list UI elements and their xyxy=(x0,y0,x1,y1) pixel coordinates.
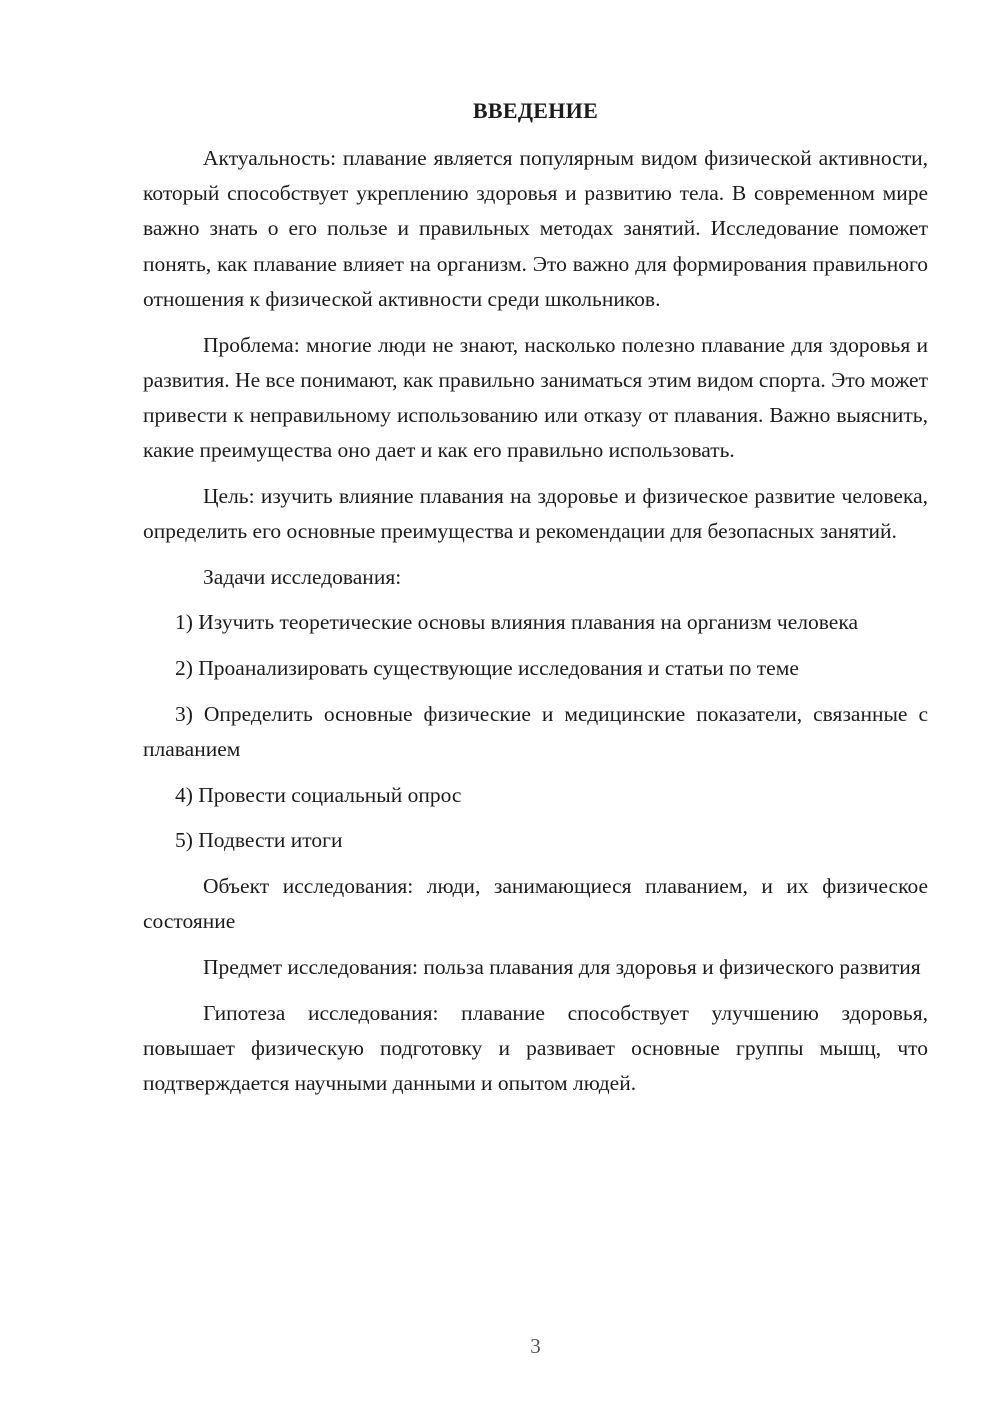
page-title: ВВЕДЕНИЕ xyxy=(472,98,599,123)
task-item: 5) Подвести итоги xyxy=(175,828,343,853)
task-item: 3) Определить основные физические и медицинские показатели, связанные с плаванием xyxy=(143,701,928,762)
task-item: 1) Изучить теоретические основы влияния плавания на организм человека xyxy=(175,610,859,635)
paragraph-goal: Цель: изучить влияние плавания на здоровье и физическое развитие человека, определить его основные преимущества и рекомендации для безопасных занятий. xyxy=(143,483,928,544)
paragraph-object: Объект исследования: люди, занимающиеся плаванием, и их физическое состояние xyxy=(143,874,928,934)
task-item: 2) Проанализировать существующие исследования и статьи по теме xyxy=(175,656,799,681)
paragraph-problem: Проблема: многие люди не знают, насколько полезно плавание для здоровья и развития. Не все понимают, как правильно заниматься этим видом спорта. Это может привести к неправильному использованию или отказу от плавания. Важно выяснить, какие преимущества оно дает и как его правильно использовать. xyxy=(143,332,928,463)
page-number: 3 xyxy=(530,1334,541,1358)
task-item: 4) Провести социальный опрос xyxy=(175,782,462,807)
document-body xyxy=(143,141,928,1112)
paragraph-tasks-heading: Задачи исследования: xyxy=(203,564,402,589)
paragraph-subject: Предмет исследования: польза плавания для здоровья и физического развития xyxy=(203,955,921,980)
paragraph-relevance: Актуальность: плавание является популярным видом физической активности, который способствует укреплению здоровья и развитию тела. В современном мире важно знать о его пользе и правильных методах занятий. Исследование поможет понять, как плавание влияет на организм. Это важно для формирования правильного отношения к физической активности среди школьников. xyxy=(143,146,928,311)
document-page xyxy=(143,0,928,1414)
paragraph-hypothesis: Гипотеза исследования: плавание способствует улучшению здоровья, повышает физическую подготовку и развивает основные группы мышц, что подтверждается научными данными и опытом людей. xyxy=(143,1000,928,1096)
